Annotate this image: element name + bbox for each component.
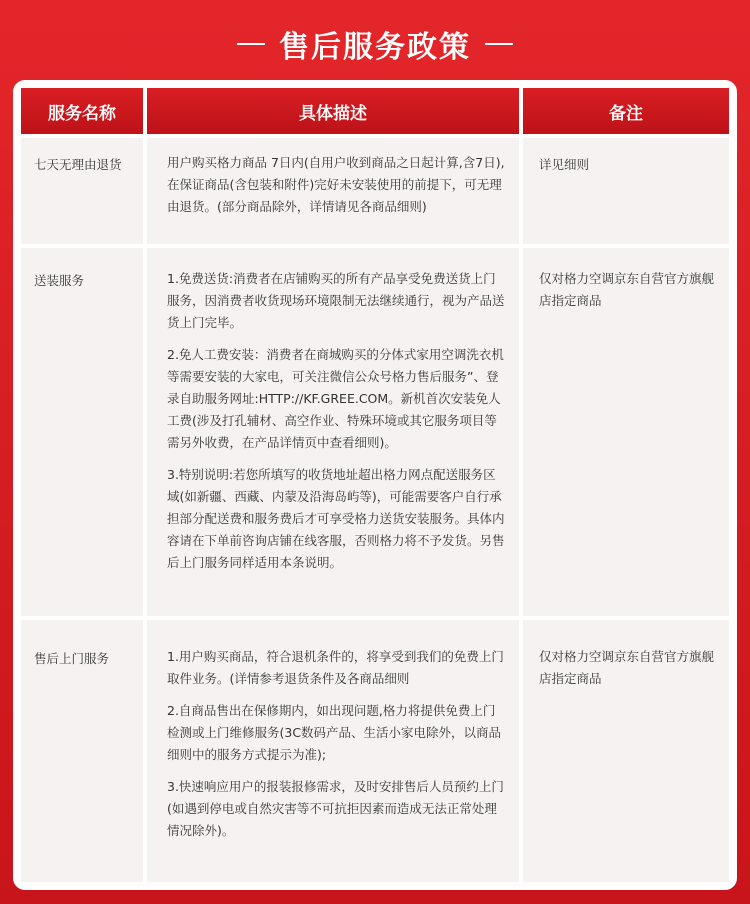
row-delivery-note [523, 248, 729, 616]
header-remarks: 备注 [523, 88, 729, 134]
remark-text: 详见细则 [539, 157, 590, 172]
row-return-note [523, 138, 729, 244]
title-left-dash [237, 43, 265, 45]
description-paragraph: 1.用户购买商品，符合退机条件的，将享受到我们的免费上门取件业务。(详情参考退货条件及各商品细则 [167, 649, 504, 686]
remark-text: 仅对格力空调京东自营官方旗舰店指定商品 [539, 271, 715, 308]
title-bar [0, 22, 750, 66]
row-onsite-desc [147, 620, 519, 882]
policy-table [21, 88, 729, 882]
service-name: 七天无理由退货 [34, 157, 122, 172]
remark-text: 仅对格力空调京东自营官方旗舰店指定商品 [539, 649, 715, 686]
row-return-desc [147, 138, 519, 244]
row-onsite-name [21, 620, 143, 882]
row-onsite-note [523, 620, 729, 882]
service-name: 售后上门服务 [34, 651, 110, 666]
row-delivery-name [21, 248, 143, 616]
service-name: 送装服务 [34, 273, 85, 288]
title-right-dash [485, 43, 513, 45]
description-paragraph: 1.免费送货:消费者在店铺购买的所有产品享受免费送货上门服务，因消费者收货现场环境限制无法继续通行，视为产品送货上门完毕。 [167, 271, 505, 330]
row-return-name [21, 138, 143, 244]
description-paragraph: 用户购买格力商品 7日内(自用户收到商品之日起计算,含7日),在保证商品(含包装和附件)完好未安装使用的前提下，可无理由退货。(部分商品除外，详情请见各商品细则) [167, 155, 505, 214]
header-description: 具体描述 [147, 88, 519, 134]
policy-card [13, 80, 737, 890]
row-delivery-desc [147, 248, 519, 616]
description-paragraph: 2.免人工费安装：消费者在商城购买的分体式家用空调洗衣机等需要安装的大家电，可关注微信公众号格力售后服务”、登录自助服务网址:HTTP://KF.GREE.COM。新机首次安装免人工费(涉及打孔辅材、高空作业、特殊环境或其它服务项目等需另外收费，在产品详情页中查看细则)。 [167, 347, 504, 450]
description-paragraph: 3.特别说明:若您所填写的收货地址超出格力网点配送服务区域(如新疆、西藏、内蒙及沿海岛屿等)，可能需要客户自行承担部分配送费和服务费后才可享受格力送货安装服务。具体内容请在下单前咨询店铺在线客服，否则格力将不予发货。另售后上门服务同样适用本条说明。 [167, 467, 505, 570]
page-title: 售后服务政策 [279, 30, 471, 65]
description-paragraph: 3.快速响应用户的报装报修需求，及时安排售后人员预约上门(如遇到停电或自然灾害等不可抗拒因素而造成无法正常处理情况除外)。 [167, 779, 504, 838]
header-service-name: 服务名称 [21, 88, 143, 134]
description-paragraph: 2.自商品售出在保修期内，如出现问题,格力将提供免费上门检测或上门维修服务(3C数码产品、生活小家电除外，以商品细则中的服务方式提示为准); [167, 703, 502, 762]
